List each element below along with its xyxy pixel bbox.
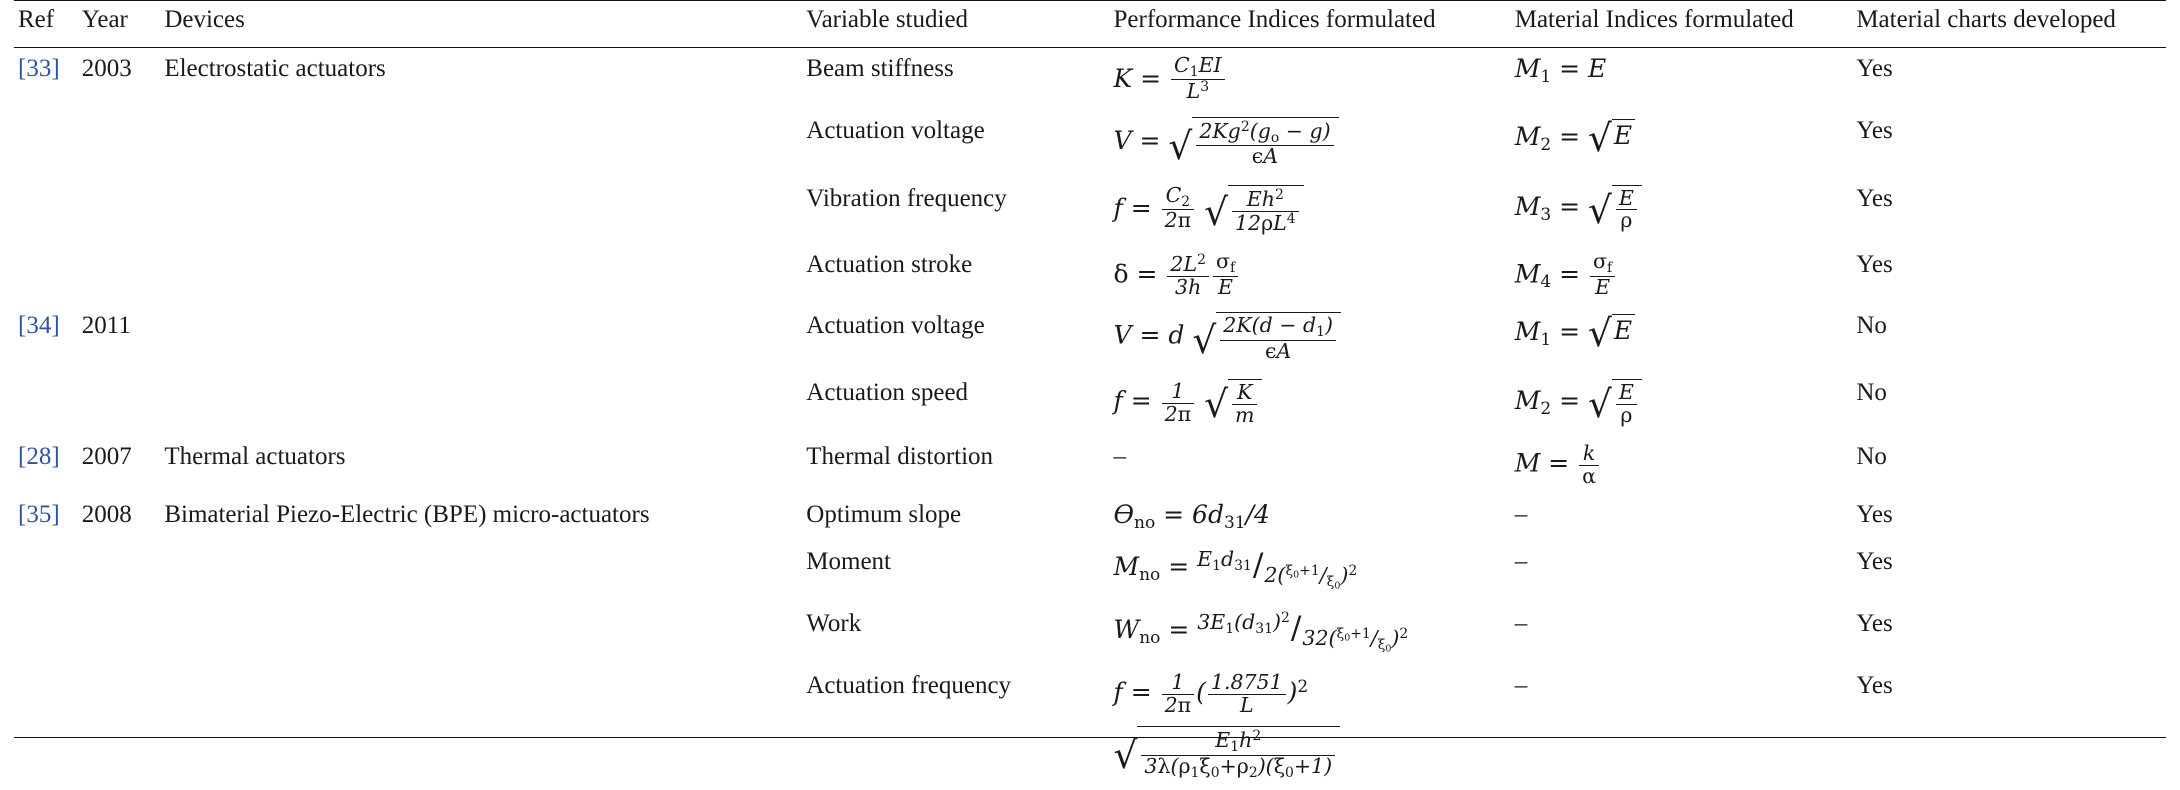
cell-year: 2003 <box>81 54 132 82</box>
cell-charts: Yes <box>1856 501 1893 529</box>
cell-material: M = $\frac{k}{\alpha}$ <box>1511 436 1853 494</box>
cell-performance: $W_{no} = ^{3E_1(d_{31})^2}/_{32(^{\xi_0+1}/_{\xi_0})^2}$ <box>1113 609 1409 655</box>
cell-ref <box>14 305 78 372</box>
table-row <box>14 372 2166 436</box>
table-header <box>14 0 2166 47</box>
cell-year <box>78 110 161 178</box>
table-row <box>14 603 2166 666</box>
cell-charts: Yes <box>1856 116 1893 144</box>
cell-charts: No <box>1856 312 1887 340</box>
cell-performance: δ = $\frac{2L^2}{3h}$ $\frac{\sigma_f}{E}$ <box>1110 244 1511 305</box>
cell-devices <box>160 665 802 790</box>
cell-material <box>1511 494 1853 540</box>
table-row <box>14 47 2166 110</box>
cell-year <box>78 541 161 603</box>
header-charts: Material charts developed <box>1856 6 2116 33</box>
material-dash: – <box>1514 609 1528 637</box>
cell-devices <box>160 305 802 372</box>
cell-devices <box>160 603 802 666</box>
cell-material: $M_3$ = √ $\frac{E}{\rho}$ <box>1511 178 1853 244</box>
table-row <box>14 244 2166 305</box>
table-row <box>14 178 2166 244</box>
material-dash: – <box>1514 672 1528 700</box>
cell-variable: Beam stiffness <box>806 54 954 82</box>
cell-performance: K = $\frac{C_1EI}{L^3}$ <box>1110 47 1511 110</box>
material-dash: – <box>1514 501 1528 529</box>
cell-charts: Yes <box>1856 547 1893 575</box>
cell-devices <box>160 244 802 305</box>
table-body <box>14 47 2166 790</box>
table-top-rule <box>14 0 2166 1</box>
cell-variable: Optimum slope <box>806 501 962 529</box>
cell-devices: Bimaterial Piezo-Electric (BPE) micro-actuators <box>164 501 650 529</box>
cell-variable: Work <box>806 609 862 637</box>
cell-material <box>1511 603 1853 666</box>
cell-variable: Actuation stroke <box>806 251 973 279</box>
cell-performance: $ϴ_{no} = 6d_{31}/4$ <box>1113 500 1270 534</box>
cell-material: $M_2$ = √ $\frac{E}{\rho}$ <box>1511 372 1853 436</box>
table-bottom-rule <box>14 737 2166 738</box>
cell-ref <box>14 372 78 436</box>
header-devices: Devices <box>164 6 245 33</box>
comparison-table <box>14 0 2166 790</box>
cell-variable: Vibration frequency <box>806 184 1007 212</box>
performance-dash: – <box>1113 443 1126 471</box>
cell-performance: V = d √ $\frac{2K(d - d_1)}{\epsilon A}$ <box>1110 305 1511 372</box>
cell-performance: V = √ $\frac{2Kg^2(g_o - g)}{\epsilon A}$ <box>1110 110 1511 178</box>
cell-devices: Electrostatic actuators <box>164 54 386 82</box>
table-row <box>14 436 2166 494</box>
ref-link[interactable]: [28] <box>18 443 60 471</box>
header-ref: Ref <box>18 6 55 33</box>
cell-year <box>78 178 161 244</box>
cell-material: $M_1 = E$ <box>1514 53 1607 87</box>
cell-ref <box>14 47 78 110</box>
cell-ref <box>14 603 78 666</box>
ref-link[interactable]: [35] <box>18 501 60 529</box>
cell-year <box>78 603 161 666</box>
cell-charts: Yes <box>1856 609 1893 637</box>
cell-ref <box>14 494 78 540</box>
header-year: Year <box>81 6 128 33</box>
cell-devices <box>160 541 802 603</box>
cell-variable: Actuation voltage <box>806 116 985 144</box>
ref-link[interactable]: [34] <box>18 312 60 340</box>
cell-ref <box>14 178 78 244</box>
cell-material: $M_1 = √E$ <box>1511 305 1853 372</box>
cell-ref <box>14 244 78 305</box>
table-row <box>14 305 2166 372</box>
header-performance: Performance Indices formulated <box>1113 6 1436 33</box>
cell-performance: f = $\frac{1}{2\pi}$ √ $\frac{K}{m}$ <box>1110 372 1511 436</box>
cell-year <box>78 372 161 436</box>
table-row <box>14 110 2166 178</box>
cell-charts: No <box>1856 443 1887 471</box>
cell-variable: Moment <box>806 547 891 575</box>
cell-variable: Thermal distortion <box>806 443 994 471</box>
cell-material <box>1511 665 1853 790</box>
cell-performance: f = $\frac{C_2}{2\pi}$ √ $\frac{Eh^2}{12\rho L^4}$ <box>1110 178 1511 244</box>
cell-performance: $M_{no} = ^{E_1d_{31}}/_{2(^{\xi_0+1}/_{\xi_0})^2}$ <box>1113 546 1358 592</box>
table-row <box>14 541 2166 603</box>
material-dash: – <box>1514 547 1528 575</box>
cell-year: 2007 <box>81 443 132 471</box>
table-row <box>14 665 2166 790</box>
cell-ref <box>14 436 78 494</box>
cell-ref <box>14 541 78 603</box>
cell-ref <box>14 110 78 178</box>
cell-year: 2011 <box>81 312 131 340</box>
cell-ref <box>14 665 78 790</box>
cell-performance <box>1110 436 1511 494</box>
cell-year <box>78 665 161 790</box>
cell-charts: Yes <box>1856 54 1893 82</box>
cell-material: $M_2 = √E$ <box>1511 110 1853 178</box>
cell-charts: Yes <box>1856 184 1893 212</box>
cell-variable: Actuation frequency <box>806 672 1012 700</box>
cell-charts: Yes <box>1856 251 1893 279</box>
header-variable: Variable studied <box>806 6 969 33</box>
cell-year: 2008 <box>81 501 132 529</box>
cell-devices <box>160 178 802 244</box>
cell-devices <box>160 372 802 436</box>
cell-variable: Actuation voltage <box>806 312 985 340</box>
header-material: Material Indices formulated <box>1514 6 1794 33</box>
cell-charts: No <box>1856 379 1887 407</box>
cell-material: $M_4$ = $\frac{\sigma_f}{E}$ <box>1511 244 1853 305</box>
ref-link[interactable]: [33] <box>18 54 60 82</box>
cell-charts: Yes <box>1856 672 1893 700</box>
cell-devices: Thermal actuators <box>164 443 346 471</box>
cell-performance: f = $\frac{1}{2\pi}$ ( $\frac{1.8751}{L}$ )$^2$ √ $\frac{E_1h^2}{3\lambda(\rho_1\xi_0+\rho_2)(\xi_0+1)}$ <box>1110 665 1511 790</box>
table-row <box>14 494 2166 540</box>
cell-variable: Actuation speed <box>806 379 969 407</box>
cell-material <box>1511 541 1853 603</box>
cell-year <box>78 244 161 305</box>
cell-devices <box>160 110 802 178</box>
